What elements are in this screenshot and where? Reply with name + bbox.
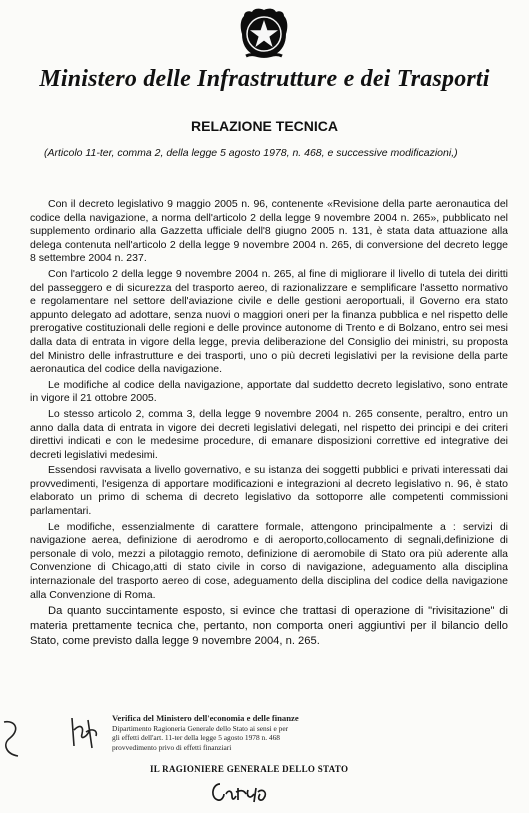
verification-stamp [112, 714, 380, 752]
paragraph: Da quanto succintamente esposto, si evince che trattasi di operazione di "rivisitazione" di materia prettamente tecnica che, pertanto, non comporta oneri aggiuntivi per il bilancio dello Stato, come previsto dalla legge 9 novembre 2004, n. 265. [30, 605, 508, 648]
document-subtitle: (Articolo 11-ter, comma 2, della legge 5 agosto 1978, n. 468, e successive modificazioni,) [44, 147, 458, 159]
paragraph: Le modifiche al codice della navigazione, apportate dal suddetto decreto legislativo, sono entrate in vigore il 21 ottobre 2005. [30, 378, 508, 405]
handwritten-mark-icon [0, 718, 24, 760]
ministry-header: Ministero delle Infrastrutture e dei Trasporti [39, 66, 490, 92]
stamp-line: provvedimento privo di effetti finanziari [112, 742, 232, 752]
signatory-title: IL RAGIONIERE GENERALE DELLO STATO [150, 764, 349, 774]
paragraph: Lo stesso articolo 2, comma 3, della legge 9 novembre 2004 n. 265 consente, peraltro, entro un anno dalla data di entrata in vigore dei decreti legislativi delegati, nel rispetto dei principi e dei criteri direttivi indicati e con le medesime procedure, di emanare disposizioni correttive ed integrative dei decreti legislativi medesimi. [30, 407, 508, 461]
paragraph: Con l'articolo 2 della legge 9 novembre 2004 n. 265, al fine di migliorare il livello di tutela dei diritti del passeggero e di sicurezza del trasporto aereo, di razionalizzare e semplificare l'assetto normativo e regolamentare nel settore dell'aviazione civile e delle gestioni aeroportuali, il Governo era stato appunto delegato ad adottare, senza nuovi o maggiori oneri per la finanza pubblica e nel rispetto delle prerogative costituzionali delle regioni e delle province autonome di Trento e di Bolzano, entro sei mesi dalla data di entrata in vigore della legge, previa deliberazione del Consiglio dei ministri, su proposta del Ministro delle infrastrutture e dei trasporti, uno o più decreti legislativi per la revisione della parte aeronautica del codice della navigazione. [30, 267, 508, 376]
stamp-line: Verifica del Ministero dell'economia e delle finanze [112, 713, 299, 723]
star-emblem-icon [236, 6, 292, 62]
document-title: RELAZIONE TECNICA [191, 118, 338, 134]
stamp-line: Dipartimento Ragioneria Generale dello Stato ai sensi e per [112, 723, 289, 733]
document-body [30, 198, 508, 651]
handwritten-initial-icon [66, 712, 100, 752]
paragraph: Le modifiche, essenzialmente di carattere formale, attengono principalmente a : servizi di navigazione aerea, definizione di aerodromo e di aeroporto,collocamento di segnali,definizione di personale di volo, mezzi a pilotaggio remoto, definizione di aeromobile di Stato ora più aderente alla Convenzione di Chicago,atti di stato civile in corso di navigazione, adeguamento alla disciplina internazionale del trasporto aereo di cose, adeguamento della disciplina del codice della navigazione alla Convenzione di Roma. [30, 520, 508, 601]
stamp-line: gli effetti dell'art. 11-ter della legge 5 agosto 1978 n. 468 [112, 733, 280, 743]
paragraph: Essendosi ravvisata a livello governativo, e su istanza dei soggetti pubblici e privati interessati dai provvedimenti, l'esigenza di apportare modificazioni e integrazioni al decreto legislativo n. 96, è stato elaborato un primo di schema di decreto legislativo da sottoporre alle competenti commissioni parlamentari. [30, 464, 508, 518]
handwritten-signature-icon [206, 776, 276, 806]
paragraph: Con il decreto legislativo 9 maggio 2005 n. 96, contenente «Revisione della parte aeronautica del codice della navigazione, a norma dell'articolo 2 della legge 9 novembre 2004 n. 265», pubblicato nel supplemento ordinario alla Gazzetta ufficiale dell'8 giugno 2005 n. 131, è stata data attuazione alla delega contenuta nell'articolo 2 della legge 9 novembre 2004 n. 265, di conversione del decreto legge 8 settembre 2004 n. 237. [30, 198, 508, 265]
